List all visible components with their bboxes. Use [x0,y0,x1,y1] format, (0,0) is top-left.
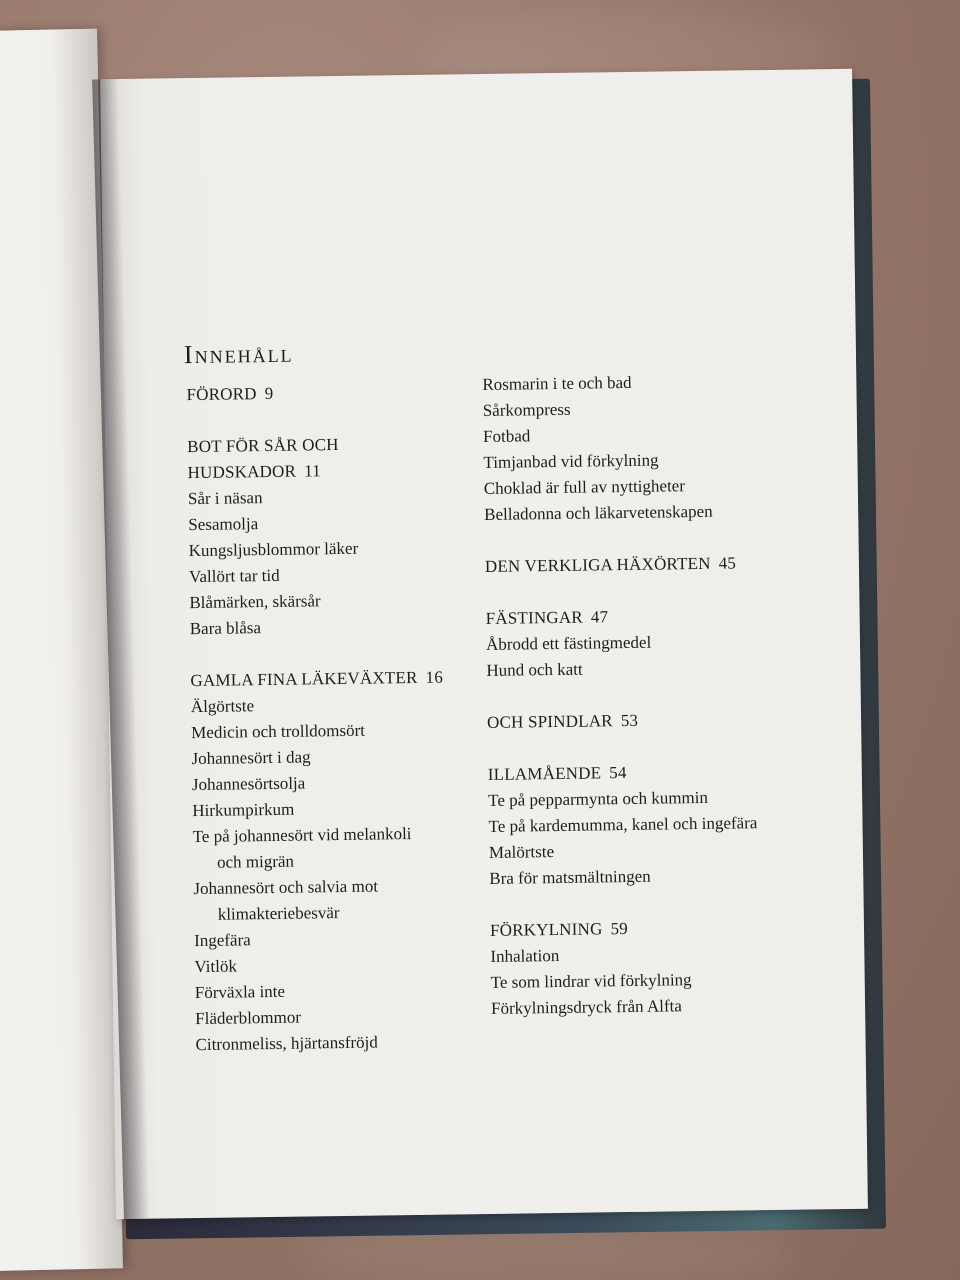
toc-item: Inhalation [490,945,560,966]
toc-item: Te på kardemumma, kanel och ingefära [488,813,758,836]
toc-item: Te på johannesört vid melankoli [192,824,412,847]
toc-page-number: 59 [610,919,629,939]
toc-item: Johannesört i dag [191,747,311,769]
toc-item-continuation: och migrän [216,851,295,872]
toc-item: Vallört tar tid [188,565,280,587]
toc-page-number: 54 [609,763,627,783]
toc-item: Belladonna och läkarvetenskapen [484,501,713,524]
toc-section-title: ILLAMÅENDE [487,763,602,784]
toc-item: Bra för matsmältningen [489,866,651,888]
toc-section-title: OCH SPINDLAR [486,711,613,732]
toc-item: Te på pepparmynta och kummin [488,787,709,810]
toc-section-title: FÖRKYLNING [489,919,603,940]
toc-item: Johannesörtsolja [191,773,306,795]
toc-item: Hund och katt [486,659,583,680]
toc-item: Te som lindrar vid förkylning [490,970,692,992]
toc-item: Fotbad [482,426,531,446]
page-title: Innehåll [183,338,294,370]
toc-page-number: 11 [303,461,322,481]
toc-item: Bara blåsa [189,618,262,639]
toc-right-column [482,367,831,1022]
toc-section-title: DEN VERKLIGA HÄXÖRTEN [484,553,711,576]
toc-page-number: 9 [264,383,274,404]
toc-item: Förväxla inte [194,981,286,1003]
toc-section-title: FÄSTINGAR [485,607,583,628]
toc-section-title: HUDSKADOR [187,461,297,483]
toc-section-title: FÖRORD [186,384,257,405]
toc-page-number: 47 [590,607,609,627]
toc-item: Malörtste [488,842,555,862]
right-page [100,69,868,1219]
toc-item: Kungsljusblommor läker [188,538,359,561]
toc-left-column [186,378,525,1059]
toc-item: Åbrodd ett fästingmedel [485,632,652,654]
toc-item: Älgörtste [190,696,255,717]
toc-item: Choklad är full av nyttigheter [483,476,686,498]
toc-item: Förkylningsdryck från Alfta [490,996,682,1018]
toc-item: Fläderblommor [195,1007,302,1029]
toc-item: Ingefära [193,930,251,951]
toc-item: Blåmärken, skärsår [189,591,321,613]
toc-page-number: 16 [425,667,444,687]
toc-item-continuation: klimakteriebesvär [217,903,340,924]
toc-item: Rosmarin i te och bad [482,372,632,394]
toc-item: Sesamolja [188,514,259,535]
toc-item: Timjanbad vid förkylning [483,450,659,472]
toc-item: Vitlök [194,956,238,977]
toc-item: Johannesört och salvia mot [193,876,379,899]
toc-item: Sårkompress [482,399,571,420]
toc-section-title: GAMLA FINA LÄKEVÄXTER [190,667,418,691]
toc-section-heading-line: BOT FÖR SÅR OCH [187,435,339,457]
toc-item: Medicin och trolldomsört [191,720,366,743]
toc-item: Hirkumpirkum [192,799,295,821]
toc-item: Citronmeliss, hjärtansfröjd [195,1032,378,1055]
toc-page-number: 53 [620,710,639,731]
toc-page-number: 45 [718,553,737,573]
toc-item: Sår i näsan [187,488,263,509]
